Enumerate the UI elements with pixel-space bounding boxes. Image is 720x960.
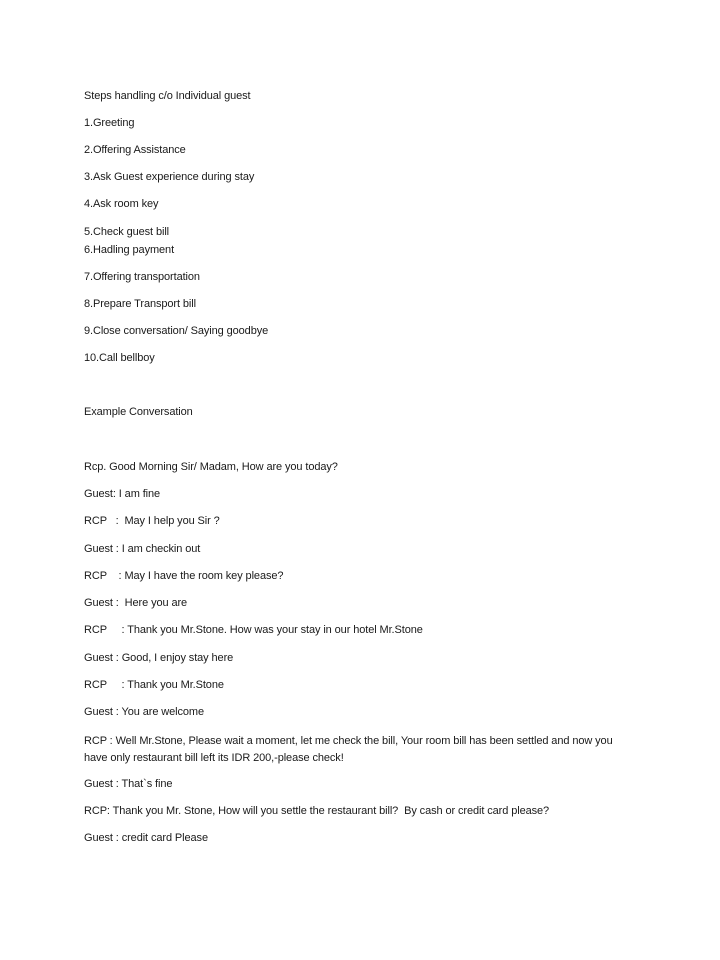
document-heading: Steps handling c/o Individual guest (84, 90, 251, 102)
conversation-line: RCP : Well Mr.Stone, Please wait a moment, let me check the bill, Your room bill has been settled and now you have only restaurant bill left its IDR 200,-please check! (84, 735, 613, 764)
step-item: 2.Offering Assistance (84, 144, 186, 156)
step-item: 10.Call bellboy (84, 352, 155, 364)
conversation-line: Guest : I am checkin out (84, 543, 201, 555)
conversation-line: Guest : Here you are (84, 597, 188, 609)
conversation-line: Guest : credit card Please (84, 832, 208, 844)
step-item: 3.Ask Guest experience during stay (84, 171, 255, 183)
step-item: 4.Ask room key (84, 198, 159, 210)
conversation-line: RCP : Thank you Mr.Stone. How was your stay in our hotel Mr.Stone (84, 624, 423, 636)
step-item: 8.Prepare Transport bill (84, 298, 196, 310)
conversation-line: Guest : That`s fine (84, 778, 173, 790)
conversation-line: Rcp. Good Morning Sir/ Madam, How are you today? (84, 461, 338, 473)
conversation-line: RCP : May I help you Sir ? (84, 515, 220, 527)
conversation-line: Guest : Good, I enjoy stay here (84, 652, 234, 664)
step-item: 1.Greeting (84, 117, 135, 129)
conversation-line: Guest: I am fine (84, 488, 161, 500)
step-item: 7.Offering transportation (84, 271, 200, 283)
conversation-line: Guest : You are welcome (84, 706, 204, 718)
step-item: 5.Check guest bill (84, 226, 170, 238)
conversation-line: RCP : May I have the room key please? (84, 570, 284, 582)
conversation-line: RCP: Thank you Mr. Stone, How will you settle the restaurant bill? By cash or credit card please? (84, 805, 550, 817)
example-heading: Example Conversation (84, 406, 193, 418)
step-item: 9.Close conversation/ Saying goodbye (84, 325, 269, 337)
conversation-line: RCP : Thank you Mr.Stone (84, 679, 224, 691)
step-item: 6.Hadling payment (84, 244, 175, 256)
